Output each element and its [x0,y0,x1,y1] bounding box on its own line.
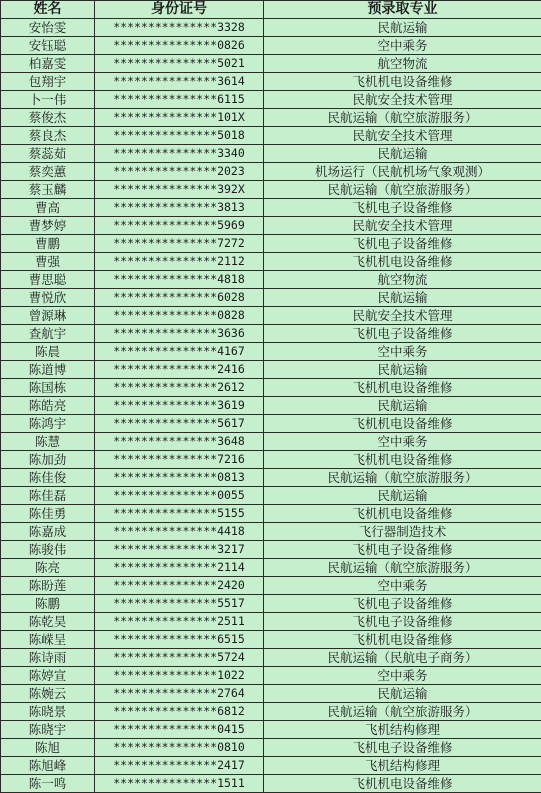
header-major: 预录取专业 [264,1,541,19]
cell-major: 民航安全技术管理 [264,127,541,145]
cell-major: 民航运输（航空旅游服务） [264,469,541,487]
table-row [1,37,541,55]
table-row [1,595,541,613]
cell-major: 民航安全技术管理 [264,217,541,235]
table-row [1,523,541,541]
cell-major: 飞机机电设备维修 [264,73,541,91]
cell-name: 蔡蕊茹 [1,145,95,163]
cell-name: 曹鹏 [1,235,95,253]
cell-major: 飞机机电设备维修 [264,379,541,397]
cell-name: 陈晓宇 [1,721,95,739]
cell-name: 陈旭 [1,739,95,757]
cell-id: ***************4167 [95,343,264,361]
cell-major: 民航安全技术管理 [264,307,541,325]
cell-name: 蔡良杰 [1,127,95,145]
cell-id: ***************2417 [95,757,264,775]
cell-id: ***************5517 [95,595,264,613]
cell-name: 陈道博 [1,361,95,379]
cell-id: ***************3328 [95,19,264,37]
table-row [1,253,541,271]
header-row [1,1,541,19]
cell-name: 卜一伟 [1,91,95,109]
cell-major: 空中乘务 [264,37,541,55]
cell-name: 蔡玉麟 [1,181,95,199]
cell-name: 陈骏伟 [1,541,95,559]
cell-id: ***************1022 [95,667,264,685]
table-row [1,127,541,145]
cell-id: ***************3619 [95,397,264,415]
cell-name: 陈婉云 [1,685,95,703]
cell-id: ***************0813 [95,469,264,487]
table-row [1,19,541,37]
cell-name: 曹悦欣 [1,289,95,307]
cell-name: 陈佳俊 [1,469,95,487]
cell-id: ***************6515 [95,631,264,649]
cell-major: 机场运行（民航机场气象观测） [264,163,541,181]
cell-name: 陈加劲 [1,451,95,469]
cell-major: 飞机机电设备维修 [264,631,541,649]
cell-name: 安钰聪 [1,37,95,55]
cell-major: 民航运输 [264,289,541,307]
cell-name: 陈晓景 [1,703,95,721]
cell-major: 航空物流 [264,55,541,73]
table-row [1,433,541,451]
cell-major: 飞机电子设备维修 [264,235,541,253]
cell-major: 民航运输（航空旅游服务） [264,559,541,577]
header-id: 身份证号 [95,1,264,19]
cell-major: 民航运输 [264,145,541,163]
table-row [1,487,541,505]
cell-name: 陈鹏 [1,595,95,613]
cell-id: ***************5724 [95,649,264,667]
header-name: 姓名 [1,1,95,19]
cell-name: 陈鸿宇 [1,415,95,433]
table-row [1,703,541,721]
table-row [1,73,541,91]
cell-id: ***************0810 [95,739,264,757]
cell-name: 陈佳磊 [1,487,95,505]
cell-major: 民航运输 [264,397,541,415]
cell-id: ***************5969 [95,217,264,235]
cell-name: 蔡奕蕙 [1,163,95,181]
cell-major: 民航运输 [264,685,541,703]
table-row [1,775,541,793]
cell-name: 曹强 [1,253,95,271]
cell-id: ***************1511 [95,775,264,793]
cell-id: ***************5155 [95,505,264,523]
cell-major: 民航运输 [264,487,541,505]
cell-id: ***************0828 [95,307,264,325]
table-row [1,739,541,757]
cell-major: 民航运输 [264,361,541,379]
cell-major: 飞机电子设备维修 [264,613,541,631]
cell-major: 飞机结构修理 [264,757,541,775]
table-row [1,613,541,631]
cell-id: ***************4818 [95,271,264,289]
table-row [1,757,541,775]
table-row [1,559,541,577]
cell-id: ***************3340 [95,145,264,163]
table-row [1,541,541,559]
cell-id: ***************2511 [95,613,264,631]
cell-id: ***************3217 [95,541,264,559]
table-row [1,307,541,325]
cell-name: 安怡雯 [1,19,95,37]
cell-major: 空中乘务 [264,433,541,451]
cell-name: 陈盼莲 [1,577,95,595]
cell-id: ***************5018 [95,127,264,145]
cell-major: 民航运输 [264,19,541,37]
cell-name: 陈晨 [1,343,95,361]
cell-major: 飞机电子设备维修 [264,595,541,613]
cell-name: 陈诗雨 [1,649,95,667]
cell-name: 陈乾昊 [1,613,95,631]
cell-id: ***************6028 [95,289,264,307]
cell-id: ***************392X [95,181,264,199]
cell-name: 蔡俊杰 [1,109,95,127]
cell-name: 陈亮 [1,559,95,577]
cell-id: ***************6812 [95,703,264,721]
cell-id: ***************3614 [95,73,264,91]
cell-id: ***************7216 [95,451,264,469]
cell-major: 民航运输（航空旅游服务） [264,703,541,721]
cell-id: ***************2023 [95,163,264,181]
cell-major: 飞机电子设备维修 [264,199,541,217]
cell-id: ***************2416 [95,361,264,379]
table-row [1,721,541,739]
cell-name: 陈旭峰 [1,757,95,775]
table-row [1,469,541,487]
cell-major: 民航运输（航空旅游服务） [264,181,541,199]
table-row [1,649,541,667]
cell-id: ***************2764 [95,685,264,703]
cell-id: ***************2112 [95,253,264,271]
cell-id: ***************0415 [95,721,264,739]
cell-name: 曹梦婷 [1,217,95,235]
table-row [1,361,541,379]
table-row [1,325,541,343]
cell-name: 曾源琳 [1,307,95,325]
cell-name: 陈婷宣 [1,667,95,685]
cell-id: ***************5617 [95,415,264,433]
cell-major: 飞机机电设备维修 [264,451,541,469]
cell-name: 陈嵘呈 [1,631,95,649]
cell-major: 空中乘务 [264,667,541,685]
table-row [1,577,541,595]
cell-id: ***************3813 [95,199,264,217]
cell-name: 陈慧 [1,433,95,451]
cell-major: 飞机电子设备维修 [264,739,541,757]
cell-major: 飞机机电设备维修 [264,415,541,433]
cell-id: ***************0826 [95,37,264,55]
cell-major: 飞机机电设备维修 [264,775,541,793]
cell-major: 飞机机电设备维修 [264,505,541,523]
cell-id: ***************7272 [95,235,264,253]
cell-major: 飞机机电设备维修 [264,253,541,271]
table-row [1,199,541,217]
cell-major: 飞机电子设备维修 [264,541,541,559]
table-row [1,55,541,73]
table-row [1,145,541,163]
cell-name: 陈佳勇 [1,505,95,523]
cell-major: 民航运输（航空旅游服务） [264,109,541,127]
cell-name: 陈一鸣 [1,775,95,793]
cell-name: 陈嘉成 [1,523,95,541]
cell-major: 飞机电子设备维修 [264,325,541,343]
cell-major: 民航安全技术管理 [264,91,541,109]
table-row [1,685,541,703]
cell-name: 陈国栋 [1,379,95,397]
cell-id: ***************0055 [95,487,264,505]
cell-major: 飞机结构修理 [264,721,541,739]
cell-id: ***************3648 [95,433,264,451]
table-row [1,667,541,685]
cell-id: ***************4418 [95,523,264,541]
cell-name: 柏嘉雯 [1,55,95,73]
cell-major: 空中乘务 [264,343,541,361]
cell-major: 民航运输（民航电子商务） [264,649,541,667]
table-row [1,631,541,649]
cell-name: 曹思聪 [1,271,95,289]
table-row [1,91,541,109]
cell-name: 包翔宇 [1,73,95,91]
cell-major: 航空物流 [264,271,541,289]
table-row [1,217,541,235]
table-row [1,415,541,433]
table-row [1,343,541,361]
cell-id: ***************5021 [95,55,264,73]
table-row [1,109,541,127]
cell-id: ***************101X [95,109,264,127]
table-row [1,379,541,397]
table-row [1,163,541,181]
cell-name: 曹高 [1,199,95,217]
cell-id: ***************2420 [95,577,264,595]
table-row [1,397,541,415]
cell-name: 查航宇 [1,325,95,343]
table-row [1,181,541,199]
cell-major: 飞行器制造技术 [264,523,541,541]
cell-id: ***************6115 [95,91,264,109]
cell-id: ***************2612 [95,379,264,397]
cell-name: 陈皓亮 [1,397,95,415]
cell-major: 空中乘务 [264,577,541,595]
table-row [1,505,541,523]
table-row [1,271,541,289]
table-row [1,235,541,253]
table-body [1,19,541,793]
table-row [1,289,541,307]
cell-id: ***************2114 [95,559,264,577]
table-row [1,451,541,469]
cell-id: ***************3636 [95,325,264,343]
